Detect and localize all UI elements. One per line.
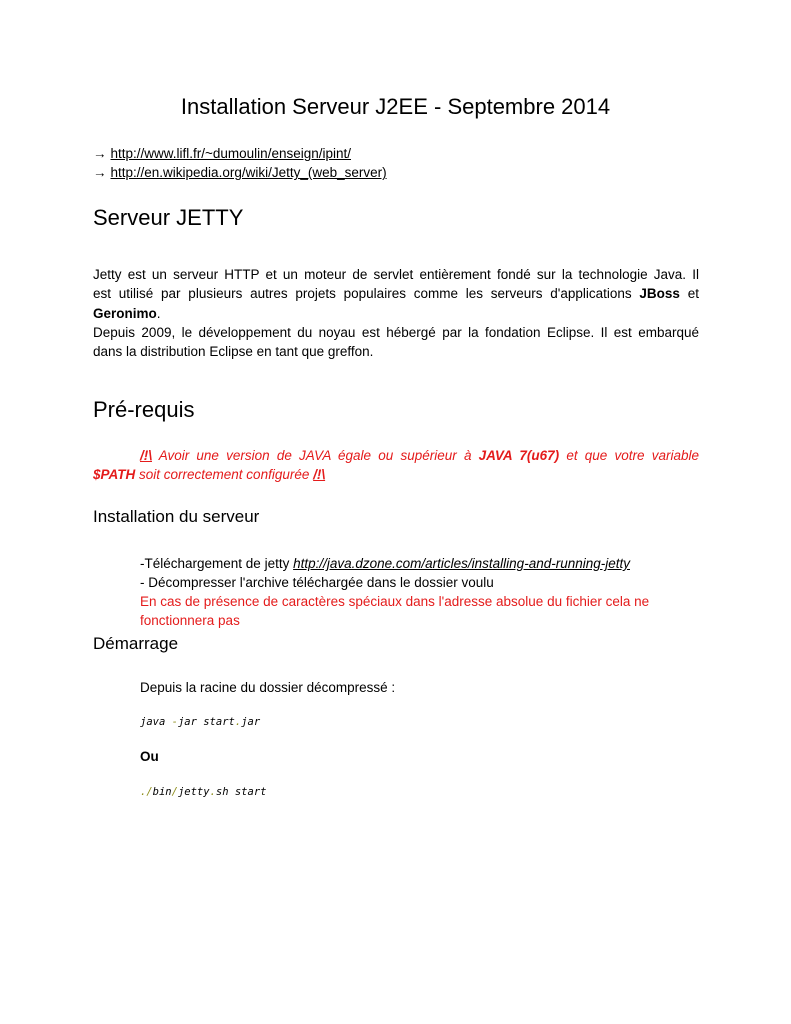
link-lifl[interactable]: http://www.lifl.fr/~dumoulin/enseign/ipint/ [110,146,351,161]
heading-prerequis: Pré-requis [93,397,195,422]
heading-demarrage: Démarrage [93,634,179,653]
install-step-extract: - Décompresser l'archive téléchargée dans le dossier voulu [140,575,494,590]
link-line-lifl [93,146,351,161]
install-note-line-2: fonctionnera pas [140,613,240,628]
arrow-icon: → [93,165,107,180]
jetty-line-4: Depuis 2009, le développement du noyau est hébergé par la fondation Eclipse. Il est embarqué [93,324,699,340]
java-warning [93,446,699,485]
jetty-description [93,265,699,361]
warning-mark-end: /!\ [313,467,326,483]
start-intro: Depuis la racine du dossier décompressé : [140,680,396,695]
path-variable: $PATH [93,467,136,483]
jetty-line-2: est utilisé par plusieurs autres projets populaires comme les serveurs d'applications JBoss et [93,286,699,302]
link-line-wikipedia [93,165,387,180]
install-step-download: -Téléchargement de jetty http://java.dzone.com/articles/installing-and-running-jetty [140,556,630,571]
or-label: Ou [140,749,159,764]
document-title: Installation Serveur J2EE - Septembre 2014 [180,94,611,119]
heading-serveur-jetty: Serveur JETTY [93,205,244,230]
geronimo-text: Geronimo [93,305,157,321]
command-jetty-sh: ./bin/jetty.sh start [140,786,267,798]
jetty-line-3: Geronimo. [93,305,161,321]
link-dzone[interactable]: http://java.dzone.com/articles/installing-and-running-jetty [293,556,630,571]
heading-installation: Installation du serveur [93,507,260,526]
link-wikipedia[interactable]: http://en.wikipedia.org/wiki/Jetty_(web_server) [110,165,387,180]
warning-line-2: $PATH soit correctement configurée /!\ [93,467,326,483]
arrow-icon: → [93,146,107,161]
install-note-line-1: En cas de présence de caractères spéciaux dans l'adresse absolue du fichier cela ne [140,594,650,609]
command-java-jar: java -jar start.jar [140,716,261,728]
jetty-line-5: dans la distribution Eclipse en tant que greffon. [93,344,374,360]
warning-line-1: /!\ Avoir une version de JAVA égale ou supérieur à JAVA 7(u67) et que votre variable [140,448,699,463]
warning-mark-start: /!\ [140,448,152,463]
jetty-line-1: Jetty est un serveur HTTP et un moteur de servlet entièrement fondé sur la technologie Java. Il [93,267,699,282]
jboss-text: JBoss [639,286,680,302]
